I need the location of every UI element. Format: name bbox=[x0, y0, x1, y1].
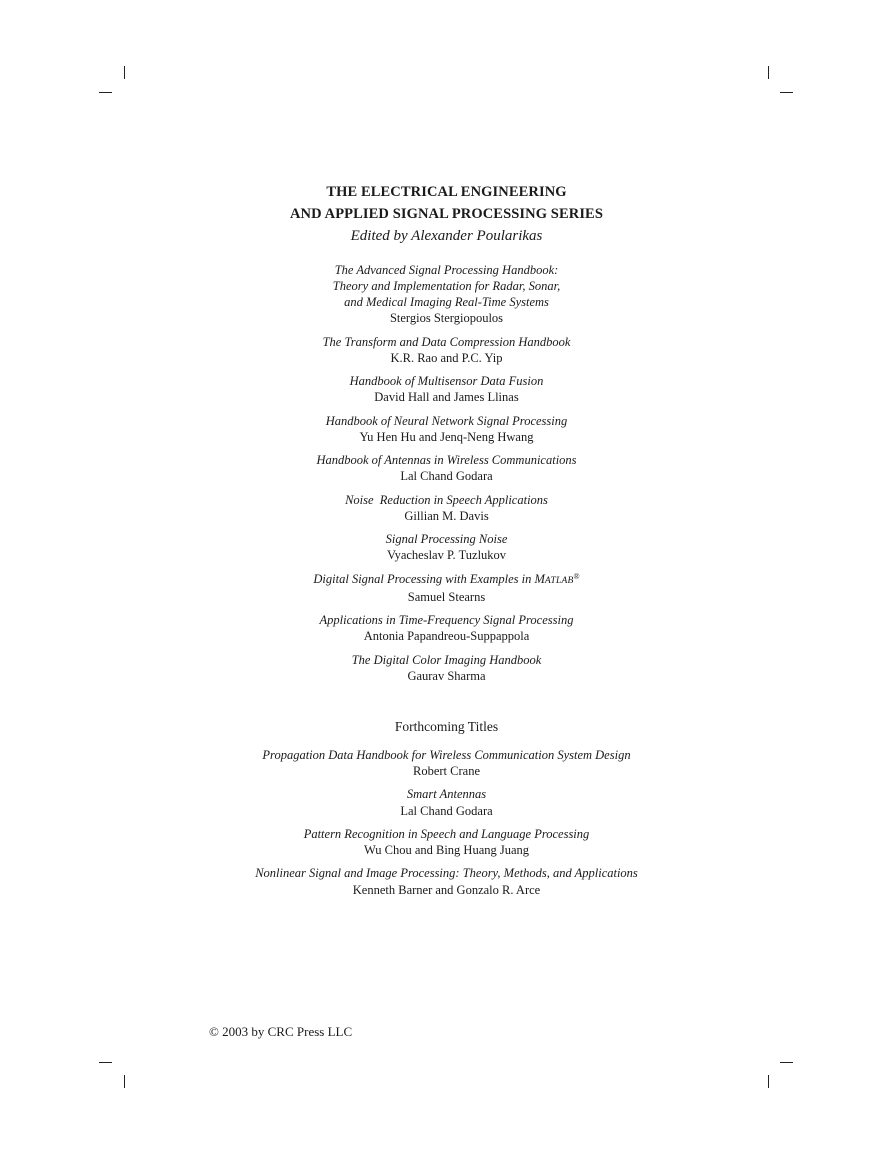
crop-mark-bottom-left-horizontal bbox=[99, 1062, 112, 1063]
crop-mark-top-right-vertical bbox=[768, 66, 769, 79]
book-author: Lal Chand Godara bbox=[400, 803, 493, 818]
crop-mark-top-left-vertical bbox=[124, 66, 125, 79]
forthcoming-entry bbox=[0, 865, 893, 897]
book-title: and Medical Imaging Real-Time Systems bbox=[344, 295, 549, 310]
book-title: Smart Antennas bbox=[406, 787, 487, 802]
book-author: K.R. Rao and P.C. Yip bbox=[390, 350, 503, 365]
book-entry bbox=[0, 334, 893, 366]
forthcoming-heading: Forthcoming Titles bbox=[394, 719, 499, 734]
book-author: Vyacheslav P. Tuzlukov bbox=[386, 548, 507, 563]
book-title: Theory and Implementation for Radar, Sonar, bbox=[332, 279, 561, 294]
book-author: Lal Chand Godara bbox=[400, 469, 493, 484]
book-title: Signal Processing Noise bbox=[385, 532, 508, 547]
book-entry bbox=[0, 612, 893, 644]
book-entry bbox=[0, 413, 893, 445]
crop-mark-top-left-horizontal bbox=[99, 92, 112, 93]
crop-mark-top-right-horizontal bbox=[780, 92, 793, 93]
book-entry bbox=[0, 452, 893, 484]
book-title: The Digital Color Imaging Handbook bbox=[351, 652, 542, 667]
book-title: The Advanced Signal Processing Handbook: bbox=[334, 263, 559, 277]
book-list bbox=[0, 262, 893, 691]
series-header bbox=[0, 181, 893, 247]
crop-mark-bottom-right-vertical bbox=[768, 1075, 769, 1088]
book-author: David Hall and James Llinas bbox=[374, 390, 519, 405]
book-author: Gillian M. Davis bbox=[404, 508, 489, 523]
series-title-line-1: THE ELECTRICAL ENGINEERING bbox=[326, 184, 567, 200]
book-author: Samuel Stearns bbox=[407, 589, 486, 604]
crop-mark-bottom-right-horizontal bbox=[780, 1062, 793, 1063]
book-entry bbox=[0, 492, 893, 524]
book-author: Wu Chou and Bing Huang Juang bbox=[363, 843, 530, 858]
book-entry bbox=[0, 262, 893, 326]
book-title: Applications in Time-Frequency Signal Processing bbox=[319, 613, 574, 628]
book-title: Noise Reduction in Speech Applications bbox=[345, 492, 548, 507]
book-entry bbox=[0, 373, 893, 405]
forthcoming-entry bbox=[0, 786, 893, 818]
forthcoming-entry bbox=[0, 747, 893, 779]
series-title-line-2: AND APPLIED SIGNAL PROCESSING SERIES bbox=[289, 206, 603, 222]
book-author: Kenneth Barner and Gonzalo R. Arce bbox=[352, 882, 541, 897]
book-title-text: Digital Signal Processing with Examples in M bbox=[313, 571, 545, 586]
book-title: Pattern Recognition in Speech and Language Processing bbox=[303, 826, 590, 841]
series-editor: Edited by Alexander Poularikas bbox=[350, 228, 543, 244]
book-title: Propagation Data Handbook for Wireless Communication System Design bbox=[262, 748, 631, 762]
forthcoming-list bbox=[0, 747, 893, 905]
crop-mark-bottom-left-vertical bbox=[124, 1075, 125, 1088]
registered-mark: ® bbox=[573, 571, 580, 581]
copyright-notice: © 2003 by CRC Press LLC bbox=[209, 1024, 353, 1039]
book-title: Nonlinear Signal and Image Processing: Theory, Methods, and Applications bbox=[255, 866, 638, 881]
book-title: Handbook of Antennas in Wireless Communications bbox=[316, 453, 577, 468]
book-title bbox=[0, 571, 893, 589]
book-author: Gaurav Sharma bbox=[407, 668, 486, 683]
book-title-smallcaps: ATLAB bbox=[544, 575, 574, 586]
book-title: The Transform and Data Compression Handbook bbox=[322, 334, 571, 349]
book-author: Robert Crane bbox=[413, 764, 480, 779]
book-entry bbox=[0, 531, 893, 563]
book-entry bbox=[0, 571, 893, 605]
book-title: Handbook of Multisensor Data Fusion bbox=[349, 374, 544, 389]
book-author: Yu Hen Hu and Jenq-Neng Hwang bbox=[359, 429, 534, 444]
book-title: Handbook of Neural Network Signal Processing bbox=[325, 413, 568, 428]
book-author: Antonia Papandreou-Suppappola bbox=[363, 629, 530, 644]
book-entry bbox=[0, 652, 893, 684]
forthcoming-entry bbox=[0, 826, 893, 858]
book-author: Stergios Stergiopoulos bbox=[389, 311, 504, 326]
